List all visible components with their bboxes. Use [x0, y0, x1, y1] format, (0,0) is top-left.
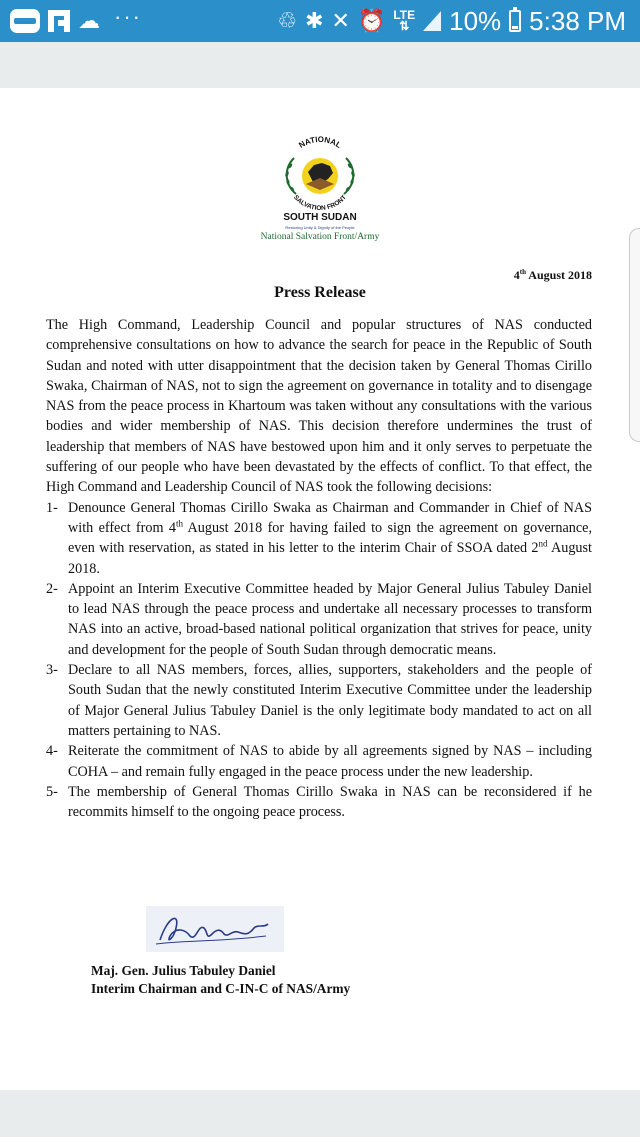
release-date: 4th August 2018 — [513, 268, 592, 282]
samsung-app-icon — [10, 9, 40, 33]
edge-panel-handle[interactable] — [629, 228, 640, 442]
intro-paragraph: The High Command, Leadership Council and popular structures of NAS conducted comprehensive consultations on how to advance the search for peace in the Republic of South Sudan and noted with utter disappointment that the decision taken by General Thomas Cirillo Swaka, Chairman of NAS, not to sign the agreement on governance in totality and to disengage NAS from the peace process in Khartoum was taken without any consultations with the various bodies and wider membership of NAS. This decision therefore undermines the trust of leadership that members of NAS have bestowed upon him and it only serves to perpetuate the suffering of our people who have been devastated by the effects of conflict. To that effect, the High Command and Leadership Council of NAS took the following decisions: — [46, 317, 592, 496]
list-item: 2- Appoint an Interim Executive Committee headed by Major General Julius Tabuley Daniel to lead NAS through the peace process and undertake all necessary processes to transform NAS into an active, broad-based national political organization that strives for peace, unity and development for the people of South Sudan through democratic means. — [46, 580, 592, 658]
hotspot-icon: ♲ — [277, 8, 298, 33]
list-item: 3- Declare to all NAS members, forces, allies, supporters, stakeholders and the people of South Sudan that the newly constituted Interim Executive Committee under the leadership of Major General Julius Tabuley Daniel is the only legitimate body mandated to act on all matters pertaining to NAS. — [46, 662, 592, 739]
nas-logo — [230, 132, 410, 252]
page-title: Press Release — [274, 284, 366, 301]
signer-title: Interim Chairman and C-IN-C of NAS/Army — [91, 981, 351, 996]
nas-emblem-icon — [270, 132, 370, 212]
svg-text:NATIONAL — [297, 135, 343, 150]
signal-icon — [423, 11, 441, 31]
bluetooth-icon: ✱ — [305, 8, 324, 33]
logo-tagline: Restoring Unity & Dignity of the People — [285, 225, 355, 230]
cloud-icon: ☁ — [78, 8, 100, 33]
document-page[interactable] — [0, 88, 640, 1090]
lte-indicator: LTE ⇅ — [393, 8, 416, 33]
status-bar — [0, 0, 640, 42]
svg-text:SALVATION FRONT — [292, 194, 348, 212]
alarm-icon: ⏰ — [357, 8, 386, 33]
logo-arc-top: NATIONAL — [297, 134, 343, 150]
list-item: 1- Denounce General Thomas Cirillo Swaka as Chairman and Commander in Chief of NAS with effect from 4th August 2018 for having failed to sign the agreement on governance, even with reservation, as stated in his letter to the interim Chair of SSOA dated 2nd August 2018. — [46, 499, 592, 577]
mute-icon: ✕ — [331, 8, 350, 33]
flipboard-icon — [48, 10, 70, 32]
signature-image — [146, 906, 284, 952]
battery-percent: 10% — [449, 5, 502, 36]
decisions-list — [46, 498, 592, 823]
battery-icon — [509, 10, 521, 32]
clock: 5:38 PM — [529, 5, 626, 36]
logo-arc-bottom: SALVATION FRONT — [292, 194, 348, 212]
list-item: 5- The membership of General Thomas Cirillo Swaka in NAS can be reconsidered if he recommits himself to the ongoing peace process. — [46, 783, 592, 821]
signer-name: Maj. Gen. Julius Tabuley Daniel — [91, 963, 276, 978]
press-release-body — [46, 315, 592, 822]
signatory-block — [91, 962, 350, 998]
logo-subtitle: National Salvation Front/Army — [260, 232, 380, 242]
more-notifications: ··· — [114, 4, 142, 29]
logo-country: SOUTH SUDAN — [283, 212, 357, 223]
list-item: 4- Reiterate the commitment of NAS to abide by all agreements signed by NAS – including COHA – and remain fully engaged in the peace process under the new leadership. — [46, 743, 592, 780]
